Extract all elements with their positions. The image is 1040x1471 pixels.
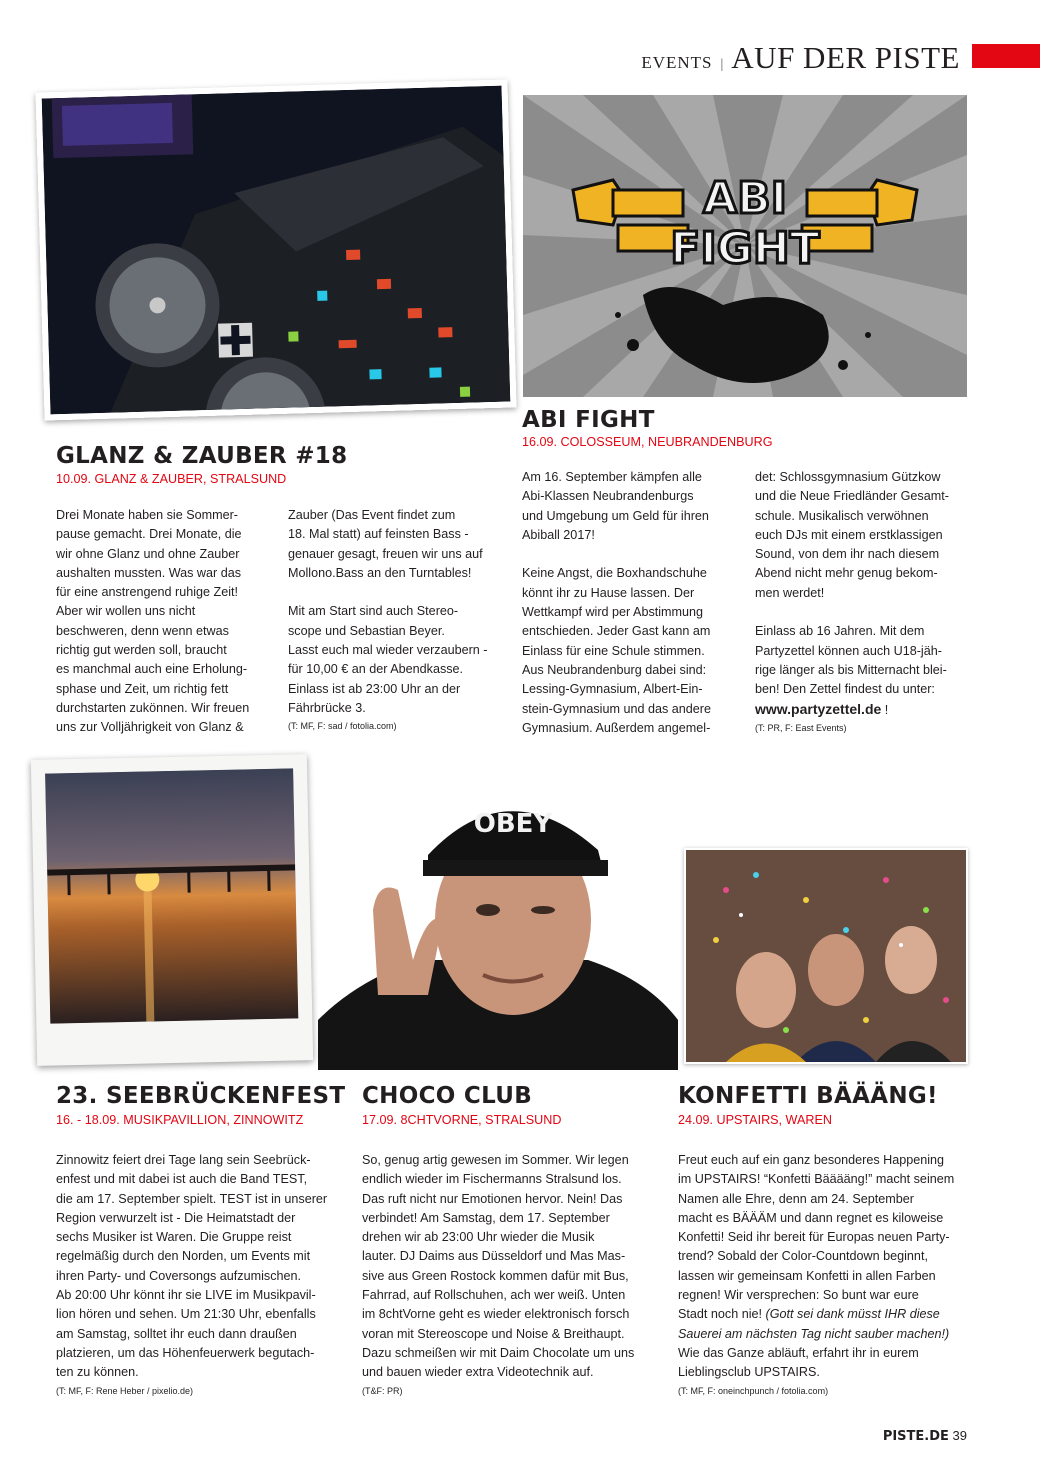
dj-controller-photo: [36, 79, 517, 420]
page-footer: [883, 1428, 967, 1444]
article-title-glanz: GLANZ & ZAUBER #18: [56, 443, 348, 469]
partyzettel-link[interactable]: www.partyzettel.de: [755, 700, 882, 717]
glanz-column-2: Zauber (Das Event findet zum 18. Mal statt) auf feinsten Bass - genauer gesagt, freuen wir uns auf Mollono.Bass an den Turntables! Mit am Start sind auch Stereo- scope und Sebastian Beyer. Lasst euch mal wieder verzaubern - für 10,00 € an der Abendkasse. Einlass ist ab 23:00 Uhr an der Fährbrücke 3. (T: MF, F: sad / fotolia.com): [288, 506, 508, 734]
article-subtitle-seebruecke: 16. - 18.09. MUSIKPAVILLION, ZINNOWITZ: [56, 1113, 304, 1127]
article-title-choco: CHOCO CLUB: [362, 1083, 533, 1109]
seebruecke-body: Zinnowitz feiert drei Tage lang sein Seebrück- enfest und mit dabei ist auch die Band TEST, die am 17. September spielt. TEST ist in unserer Region verwurzelt ist - Die Heimatstadt der sechs Musiker ist Waren. Die Gruppe reist regelmäßig durch den Norden, um Events mit ihren Party- und Coversongs aufzumischen. Ab 20:00 Uhr könnt ihr sie LIVE im Musikpavil- lion hören und sehen. Um 21:30 Uhr, ebenfalls am Samstag, solltet ihr euch dann draußen platzieren, um das Höhenfeuerwerk begutach- ten zu können. (T: MF, F: Rene Heber / pixelio.de): [56, 1151, 351, 1399]
page-number: 39: [952, 1428, 967, 1443]
article-subtitle-glanz: 10.09. GLANZ & ZAUBER, STRALSUND: [56, 472, 287, 486]
article-subtitle-abi: 16.09. COLOSSEUM, NEUBRANDENBURG: [522, 435, 773, 449]
konfetti-body: Freut euch auf ein ganz besonderes Happening im UPSTAIRS! “Konfetti Bääääng!” macht seinem Namen alle Ehre, denn am 24. September macht es BÄÄÄM und dann regnet es kiloweise Konfetti! Seid ihr bereit für Europas neuen Party- trend? Sobald der Color-Countdown beginnt, lassen wir gemeinsam Konfetti in allen Farben regnen! Wir versprechen: So bunt war eure Stadt noch nie! (Gott sei dank müsst IHR diese Sauerei am nächsten Tag nicht sauber machen!) Wie das Ganze abläuft, erfahrt ihr in eurem Lieblingsclub UPSTAIRS. (T: MF, F: oneinchpunch / fotolia.com): [678, 1151, 978, 1399]
photo-credit: (T: MF, F: Rene Heber / pixelio.de): [56, 1385, 194, 1396]
abi-logo-text-line2: FIGHT: [670, 223, 820, 274]
abi-logo-text-line1: ABI: [703, 173, 787, 224]
article-subtitle-konfetti: 24.09. UPSTAIRS, WAREN: [678, 1113, 832, 1127]
section-label: EVENTS: [641, 53, 713, 72]
page-header: [641, 40, 960, 74]
abi-column-1: Am 16. September kämpfen alle Abi-Klassen Neubrandenburgs und Umgebung um Geld für ihren Abiball 2017! Keine Angst, die Boxhandschuhe könnt ihr zu Hause lassen. Der Wettkampf wird per Abstimmung entschieden. Jeder Gast kann am Einlass für eine Schule stimmen. Aus Neubrandenburg dabei sind: Lessing-Gymnasium, Albert-Ein- stein-Gymnasium und das andere Gymnasium. Außerdem angemel-: [522, 470, 712, 735]
footer-brand: PISTE.DE: [882, 1429, 949, 1444]
dj-portrait-photo: [318, 760, 678, 1070]
pier-sunset-photo: [31, 754, 313, 1066]
cap-logo-text: OBEY: [473, 809, 553, 839]
article-title-seebruecke: 23. SEEBRÜCKENFEST: [56, 1083, 346, 1109]
photo-credit: (T&F: PR): [362, 1385, 403, 1396]
abi-fight-logo-image: [523, 95, 967, 397]
article-title-konfetti: KONFETTI BÄÄÄNG!: [678, 1083, 938, 1109]
choco-body: So, genug artig gewesen im Sommer. Wir legen endlich wieder im Fischermanns Stralsund los. Das ruft nicht nur Emotionen hervor. Nein! Das verbindet! Am Samstag, dem 17. September drehen wir ab 23:00 Uhr wieder die Musik lauter. DJ Daims aus Düsseldorf und Mas Mas- sive aus Green Rostock kommen dafür mit Bus, Fahrrad, auf Rollschuhen, ach wer weiß. Unten im 8chtVorne geht es wieder elektronisch forsch voran mit Stereoscope und Noise & Breithaupt. Dazu schmeißen wir mit Daim Chocolate um uns und bauen wieder extra Videotechnik auf. (T&F: PR): [362, 1151, 662, 1399]
header-separator: |: [720, 57, 724, 72]
abi-column-2: det: Schlossgymnasium Gützkow und die Neue Friedländer Gesamt- schule. Musikalisch verwöhnen euch DJs mit einem erstklassigen Sound, von dem ihr nach diesem Abend nicht mehr genug bekom- men werdet! Einlass ab 16 Jahren. Mit dem Partyzettel können auch U18-jäh- rige länger als bis Mitternacht blei- ben! Den Zettel findest du unter: www.partyzettel.de ! (T: PR, F: East Events): [755, 468, 970, 736]
photo-credit: (T: PR, F: East Events): [755, 722, 847, 733]
photo-credit: (T: MF, F: sad / fotolia.com): [288, 721, 397, 732]
photo-credit: (T: MF, F: oneinchpunch / fotolia.com): [678, 1385, 829, 1396]
article-subtitle-choco: 17.09. 8CHTVORNE, STRALSUND: [362, 1113, 562, 1127]
page-title: AUF DER PISTE: [731, 40, 960, 75]
confetti-party-photo: [684, 848, 968, 1064]
article-title-abi: ABI FIGHT: [522, 407, 655, 433]
header-accent-bar: [972, 44, 1040, 68]
glanz-column-1: Drei Monate haben sie Sommer- pause gemacht. Drei Monate, die wir ohne Glanz und ohne Zauber aushalten mussten. Was war das für eine anstrengend ruhige Zeit! Aber wir wollen uns nicht beschweren, denn wenn etwas richtig gut werden soll, braucht es manchmal auch eine Erholung- sphase und Zeit, um richtig fett durchstarten zukönnen. Wir freuen uns zur Volljährigkeit von Glanz &: [56, 508, 250, 735]
